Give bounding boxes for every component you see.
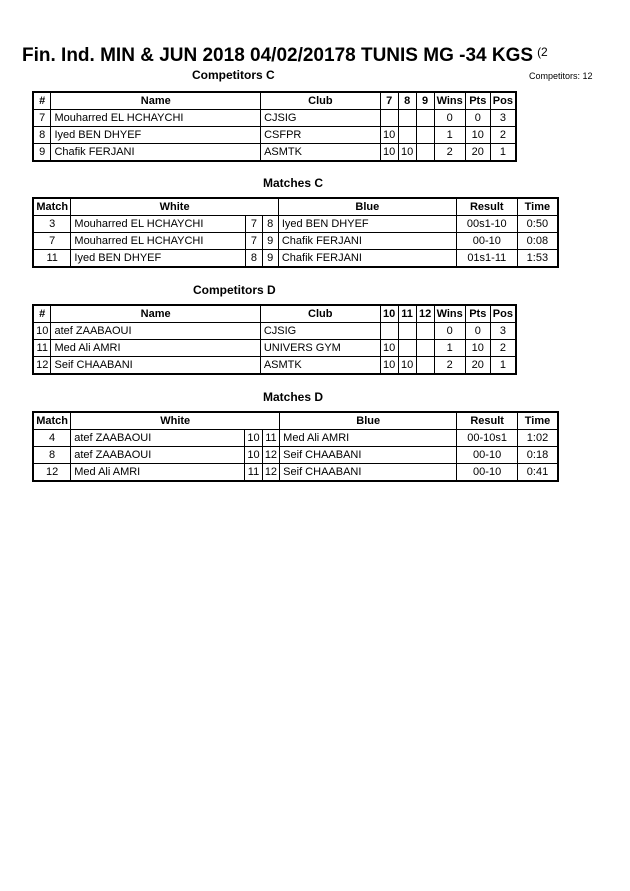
score-cell: 10 — [398, 357, 416, 375]
white-number: 8 — [246, 250, 262, 268]
score-cell — [416, 357, 434, 375]
column-header: 12 — [416, 305, 434, 323]
title-text: Fin. Ind. MIN & JUN 2018 04/02/20178 TUNIS MG -34 KGS — [22, 45, 534, 66]
blue-competitor: Seif CHAABANI — [280, 464, 457, 482]
column-header: Result — [456, 198, 517, 216]
white-number: 7 — [246, 233, 262, 250]
white-competitor: Med Ali AMRI — [71, 464, 245, 482]
column-header: 8 — [398, 92, 416, 110]
blue-number: 8 — [262, 216, 278, 233]
score-cell: 10 — [380, 127, 398, 144]
score-cell — [380, 323, 398, 340]
matches-d-table — [32, 411, 559, 482]
competitor-name: Chafik FERJANI — [51, 144, 261, 162]
competitor-number: 7 — [33, 110, 51, 127]
competitor-name: Med Ali AMRI — [51, 340, 260, 357]
competitor-name: Mouharred EL HCHAYCHI — [51, 110, 261, 127]
points-cell: 10 — [465, 127, 490, 144]
position-cell: 3 — [490, 110, 516, 127]
competitor-number: 10 — [33, 323, 51, 340]
position-cell: 1 — [490, 357, 516, 375]
column-header: # — [33, 92, 51, 110]
column-header: Time — [517, 198, 558, 216]
competitor-name: atef ZAABAOUI — [51, 323, 260, 340]
position-cell: 1 — [490, 144, 516, 162]
score-cell — [416, 110, 434, 127]
table-row — [33, 464, 558, 482]
column-header: Pts — [465, 305, 490, 323]
competitor-number: 11 — [33, 340, 51, 357]
table-row — [33, 250, 558, 268]
wins-cell: 1 — [434, 340, 465, 357]
competitors-d-table — [32, 304, 517, 375]
table-row — [33, 144, 516, 162]
column-header: # — [33, 305, 51, 323]
match-result: 01s1-11 — [456, 250, 517, 268]
match-number: 11 — [33, 250, 71, 268]
score-cell — [398, 110, 416, 127]
score-cell — [398, 323, 416, 340]
match-number: 8 — [33, 447, 71, 464]
score-cell — [398, 127, 416, 144]
white-number: 11 — [245, 464, 262, 482]
wins-cell: 2 — [434, 144, 465, 162]
column-header: White — [71, 412, 280, 430]
score-cell: 10 — [380, 144, 398, 162]
points-cell: 0 — [465, 323, 490, 340]
match-number: 7 — [33, 233, 71, 250]
column-header: Blue — [278, 198, 456, 216]
match-number: 12 — [33, 464, 71, 482]
white-competitor: Mouharred EL HCHAYCHI — [71, 216, 246, 233]
match-time: 0:08 — [517, 233, 558, 250]
competitors-count: Competitors: 12 — [529, 71, 593, 81]
column-header: Wins — [434, 92, 465, 110]
column-header: Match — [33, 198, 71, 216]
score-cell — [416, 323, 434, 340]
blue-number: 11 — [262, 430, 279, 447]
match-result: 00-10s1 — [457, 430, 518, 447]
score-cell: 10 — [398, 144, 416, 162]
column-header: Blue — [280, 412, 457, 430]
match-time: 1:02 — [517, 430, 558, 447]
column-header: Time — [517, 412, 558, 430]
white-number: 10 — [245, 430, 262, 447]
points-cell: 20 — [465, 144, 490, 162]
white-competitor: Mouharred EL HCHAYCHI — [71, 233, 246, 250]
wins-cell: 1 — [434, 127, 465, 144]
competitor-name: Iyed BEN DHYEF — [51, 127, 261, 144]
competitors-d-header-row — [33, 305, 516, 323]
table-row — [33, 357, 516, 375]
column-header: Pos — [490, 92, 516, 110]
position-cell: 2 — [490, 340, 516, 357]
match-result: 00-10 — [457, 447, 518, 464]
match-number: 3 — [33, 216, 71, 233]
column-header: Club — [260, 305, 380, 323]
matches-c-header-row — [33, 198, 558, 216]
match-time: 1:53 — [517, 250, 558, 268]
column-header: 11 — [398, 305, 416, 323]
table-row — [33, 323, 516, 340]
table-row — [33, 447, 558, 464]
column-header: Wins — [434, 305, 465, 323]
table-row — [33, 216, 558, 233]
blue-number: 12 — [262, 447, 279, 464]
score-cell — [416, 340, 434, 357]
blue-competitor: Chafik FERJANI — [278, 250, 456, 268]
competitor-name: Seif CHAABANI — [51, 357, 260, 375]
column-header: Match — [33, 412, 71, 430]
wins-cell: 0 — [434, 323, 465, 340]
match-result: 00s1-10 — [456, 216, 517, 233]
white-competitor: Iyed BEN DHYEF — [71, 250, 246, 268]
score-cell — [380, 110, 398, 127]
column-header: Pts — [465, 92, 490, 110]
competitor-number: 8 — [33, 127, 51, 144]
column-header: 7 — [380, 92, 398, 110]
white-competitor: atef ZAABAOUI — [71, 447, 245, 464]
match-number: 4 — [33, 430, 71, 447]
matches-d-heading: Matches D — [263, 390, 324, 404]
competitor-club: CJSIG — [260, 323, 380, 340]
column-header: White — [71, 198, 278, 216]
column-header: 10 — [380, 305, 398, 323]
white-number: 10 — [245, 447, 262, 464]
blue-competitor: Chafik FERJANI — [278, 233, 456, 250]
competitor-club: CJSIG — [261, 110, 381, 127]
page-title — [22, 45, 548, 67]
score-cell: 10 — [380, 357, 398, 375]
wins-cell: 2 — [434, 357, 465, 375]
blue-competitor: Seif CHAABANI — [280, 447, 457, 464]
score-cell — [416, 144, 434, 162]
competitor-number: 9 — [33, 144, 51, 162]
table-row — [33, 233, 558, 250]
matches-c-table — [32, 197, 559, 268]
competitor-club: UNIVERS GYM — [260, 340, 380, 357]
white-competitor: atef ZAABAOUI — [71, 430, 245, 447]
matches-d-header-row — [33, 412, 558, 430]
blue-number: 9 — [262, 250, 278, 268]
score-cell — [398, 340, 416, 357]
points-cell: 10 — [465, 340, 490, 357]
column-header: Pos — [490, 305, 516, 323]
competitor-number: 12 — [33, 357, 51, 375]
table-row — [33, 340, 516, 357]
match-result: 00-10 — [457, 464, 518, 482]
column-header: 9 — [416, 92, 434, 110]
competitors-c-header-row — [33, 92, 516, 110]
table-row — [33, 110, 516, 127]
match-result: 00-10 — [456, 233, 517, 250]
wins-cell: 0 — [434, 110, 465, 127]
points-cell: 20 — [465, 357, 490, 375]
column-header: Result — [457, 412, 518, 430]
table-row — [33, 127, 516, 144]
column-header: Club — [261, 92, 381, 110]
competitors-c-table — [32, 91, 517, 162]
column-header: Name — [51, 305, 260, 323]
blue-number: 9 — [262, 233, 278, 250]
table-row — [33, 430, 558, 447]
competitors-d-heading: Competitors D — [193, 283, 276, 297]
match-time: 0:18 — [517, 447, 558, 464]
column-header: Name — [51, 92, 261, 110]
match-time: 0:41 — [517, 464, 558, 482]
competitor-club: ASMTK — [260, 357, 380, 375]
position-cell: 2 — [490, 127, 516, 144]
competitor-club: ASMTK — [261, 144, 381, 162]
score-cell — [416, 127, 434, 144]
blue-competitor: Med Ali AMRI — [280, 430, 457, 447]
competitors-c-heading: Competitors C — [192, 68, 275, 82]
match-time: 0:50 — [517, 216, 558, 233]
score-cell: 10 — [380, 340, 398, 357]
matches-c-heading: Matches C — [263, 176, 324, 190]
title-suffix: (2 — [537, 45, 548, 59]
points-cell: 0 — [465, 110, 490, 127]
competitor-club: CSFPR — [261, 127, 381, 144]
position-cell: 3 — [490, 323, 516, 340]
blue-number: 12 — [262, 464, 279, 482]
blue-competitor: Iyed BEN DHYEF — [278, 216, 456, 233]
white-number: 7 — [246, 216, 262, 233]
